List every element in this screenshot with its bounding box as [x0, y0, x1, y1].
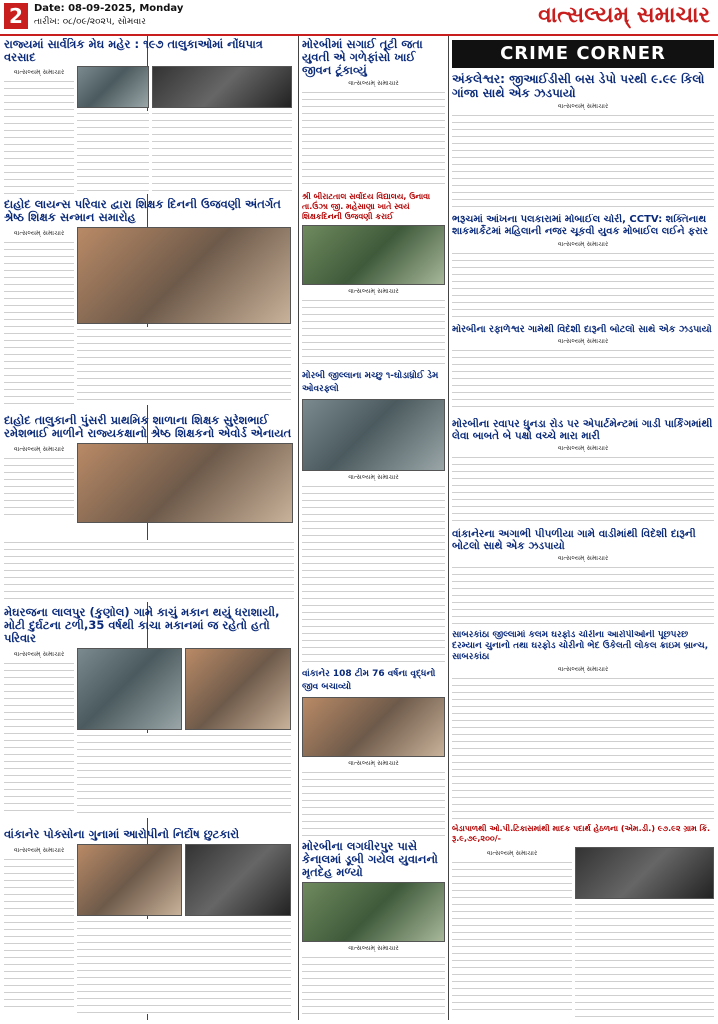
article-photo [302, 225, 445, 285]
article-108-ambulance [302, 668, 445, 836]
article-byline: વાત્સલ્યમ્ સમાચાર [13, 650, 65, 658]
article-photo [185, 648, 291, 730]
article-photo [302, 399, 445, 471]
article-body [77, 919, 291, 1014]
article-body [77, 733, 291, 818]
article-headline: વાંકાનેર પોક્સોના ગુનામાં આરોપીનો નિર્દોષ છુટકારો [4, 828, 240, 841]
page-header [0, 0, 718, 36]
article-lions-teachers [4, 198, 294, 410]
article-body [452, 565, 714, 625]
crime-corner-banner: CRIME CORNER [452, 40, 714, 68]
article-headline: મોરબીના રવાપર ધુનડા રોડ પર એપાર્ટમેન્ટમાં ગાડી પાર્કિંગમાંથી લેવા બાબતે બે પક્ષો વચ્ચે મારા મારી [452, 418, 713, 442]
article-body [4, 540, 294, 602]
article-photo [152, 66, 292, 108]
article-body [302, 770, 445, 836]
article-byline: વાત્સલ્યમ્ સમાચાર [13, 846, 65, 854]
article-body [4, 79, 74, 194]
article-body [77, 111, 149, 194]
article-headline: મોરબીના લગધીરપુર પાસે કેનાલમાં ડૂબી ગયેલ યુવાનનો મૃતદેહ મળ્યો [302, 840, 438, 879]
article-ganja-seizure [452, 72, 714, 212]
article-body [452, 860, 572, 1015]
article-headline: મોરબી જીલ્લાના મચ્છુ ૧-ઘોડાધ્રોઈ ડેમ ઓવરફ્લો [302, 371, 439, 394]
article-byline: વાત્સલ્યમ્ સમાચાર [557, 554, 609, 562]
article-byline: વાત્સલ્યમ્ સમાચાર [557, 665, 609, 673]
article-body [302, 955, 445, 1015]
article-house-collapse [4, 606, 294, 824]
article-body [302, 298, 445, 367]
article-byline: વાત્સલ્યમ્ સમાચાર [13, 445, 65, 453]
article-headline: દાહોદ તાલુકાની પુંસરી પ્રાથમિક શાળાના શિક્ષક સુરેશભાઈ રમેશભાઈ માળીને રાજ્યકક્ષાનો શ્રેષ્ઠ શિક્ષકનો એવોર્ડ એનાયત [4, 414, 292, 440]
article-photo [77, 227, 291, 324]
article-body [452, 455, 714, 523]
article-headline: અંકલેશ્વર: જીઆઈડીસી બસ ડેપો પરથી ૯.૯૯ કિલો ગાંજા સાથે એક ઝડપાયો [452, 72, 705, 100]
article-engagement-suicide [302, 38, 445, 190]
date-line-gujarati: તારીખ: ૦૮/૦૯/૨૦૨૫, સોમવાર [34, 17, 146, 27]
article-byline: વાત્સલ્યમ્ સમાચાર [13, 68, 65, 76]
article-byline: વાત્સલ્યમ્ સમાચાર [348, 287, 399, 295]
article-body [452, 251, 714, 321]
article-photo [77, 648, 182, 730]
article-body [77, 327, 291, 405]
article-burglary-lcb [452, 630, 714, 822]
article-headline: વાંકાનેર 108 ટીમ 76 વર્ષના વૃદ્ધનો જીવ બચાવ્યો [302, 669, 436, 692]
article-photo [302, 697, 445, 757]
article-photo [77, 66, 149, 108]
article-dam-overflow [302, 370, 445, 666]
article-headline: ભરૂચમાં આંખના પલકારામાં મોબાઈલ ચોરી, CCTV: શક્તિનાથ શાકમાર્કેટમાં મહિલાની નજર ચૂકવી યુવક મોબાઈલ લઈને ફરાર [452, 214, 708, 237]
article-body [452, 113, 714, 208]
article-monsoon [4, 38, 294, 194]
article-byline: વાત્સલ્યમ્ સમાચાર [348, 759, 399, 767]
article-canal-body [302, 840, 445, 1020]
article-parking-fight [452, 418, 714, 526]
article-photo [302, 882, 445, 942]
article-photo [77, 844, 182, 916]
article-body [452, 348, 714, 413]
article-headline: શ્રી બીરાટતાલ સર્વોદય વિદ્યાલય, ઉનાવા તા.ઉંઝા જી. મહેસાણા ખાતે સ્વયં શિક્ષકદિનની ઉજવણી કરાઈ [302, 192, 431, 221]
article-byline: વાત્સલ્યમ્ સમાચાર [13, 229, 65, 237]
article-byline: વાત્સલ્યમ્ સમાચાર [557, 102, 609, 110]
article-body [4, 240, 74, 405]
page-number: 2 [4, 3, 28, 29]
article-teachers-day [302, 192, 445, 367]
article-headline: સાબરકાંઠા જીલ્લામાં કલમ ઘરફોડ ચોરીના આરોપીઓની પૂછપરછ દરમ્યાન ચુનાનો તથા ઘરફોડ ચોરીનો ભેદ ઉકેલતી લોકલ ક્રાઇમ બ્રાન્ચ, સાબરકાંઠા [452, 630, 709, 662]
article-body [4, 857, 74, 1012]
article-pocso-acquittal [4, 828, 294, 1020]
article-photo [185, 844, 291, 916]
column-rule [448, 36, 449, 1020]
article-headline: વાંકાનેરના અગાભી પીપળીયા ગામે વાડીમાંથી વિદેશી દારૂની બોટલો સાથે એક ઝડપાયો [452, 528, 696, 552]
article-award-teacher [4, 414, 294, 536]
date-line: Date: 08-09-2025, Monday [34, 3, 184, 14]
article-photo [77, 443, 293, 523]
article-byline: વાત્સલ્યમ્ સમાચાર [348, 944, 399, 952]
article-body [4, 661, 74, 816]
article-liquor-rafaleshwar [452, 324, 714, 416]
article-byline: વાત્સલ્યમ્ સમાચાર [557, 240, 609, 248]
article-md-drugs [452, 824, 714, 1020]
article-body [452, 676, 714, 822]
article-headline: મેઘરજના લાલપુર (કુણોલ) ગામે કાચું મકાન થયું ધરાશાયી, મોટી દુર્ઘટના ટળી,35 વર્ષથી કાચા મકાનમાં જ રહેતો હતો પરિવાર [4, 606, 280, 645]
article-photo [575, 847, 714, 899]
article-byline: વાત્સલ્યમ્ સમાચાર [348, 79, 399, 87]
column-rule [298, 36, 299, 1020]
article-body [302, 484, 445, 666]
article-body [4, 456, 74, 518]
article-liquor-vankaner [452, 528, 714, 628]
article-byline: વાત્સલ્યમ્ સમાચાર [348, 473, 399, 481]
article-body [302, 90, 445, 190]
article-headline: બેડાપાળથી ઓ.પી.ટિકાસમાંથી માદક પદાર્થ હેઠળના (એમ.ડી.) ૯૭.૯૨ ગ્રામ કિં. રૂ.૯,૭૯,૨૦૦/- [452, 824, 711, 843]
article-continued [4, 540, 294, 602]
article-byline: વાત્સલ્યમ્ સમાચાર [557, 444, 609, 452]
article-body [152, 111, 292, 194]
article-byline: વાત્સલ્યમ્ સમાચાર [486, 849, 538, 857]
masthead: વાત્સલ્યમ્ સમાચાર [538, 2, 710, 28]
article-headline: રાજ્યમાં સાર્વત્રિક મેઘ મહેર : ૧૯૭ તાલુકાઓમાં નોંધપાત્ર વરસાદ [4, 38, 263, 64]
article-body [575, 902, 714, 1017]
article-headline: મોરબીમાં સગાઈ તૂટી જતા યુવતી એ ગળેફાંસો ખાઈ જીવન ટૂંકાવ્યું [302, 38, 423, 77]
article-headline: મોરબીના રફાળેશ્વર ગામેથી વિદેશી દારૂની બોટલો સાથે એક ઝડપાયો [452, 324, 712, 335]
article-byline: વાત્સલ્યમ્ સમાચાર [557, 337, 609, 345]
article-headline: દાહોદ લાયન્સ પરિવાર દ્વારા શિક્ષક દિનની ઉજવણી અંતર્ગત શ્રેષ્ઠ શિક્ષક સન્માન સમારોહ [4, 198, 281, 224]
article-mobile-theft [452, 214, 714, 322]
